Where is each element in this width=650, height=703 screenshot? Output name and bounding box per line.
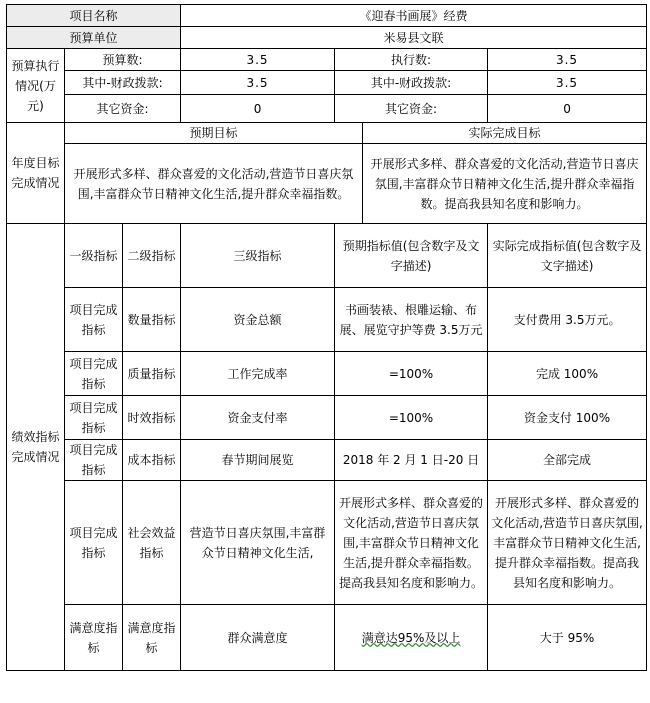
other-funds-row bbox=[7, 95, 647, 123]
row-expected: =100% bbox=[335, 396, 488, 440]
row-level3: 营造节日喜庆氛围,丰富群众节日精神文化生活, bbox=[181, 481, 335, 605]
table-row bbox=[7, 605, 647, 671]
row-level2: 满意度指标 bbox=[123, 605, 181, 671]
project-name-label: 项目名称 bbox=[7, 5, 181, 27]
row-level1: 项目完成指标 bbox=[65, 352, 123, 396]
budget-amount-label: 预算数: bbox=[65, 49, 181, 71]
fiscal-row bbox=[7, 71, 647, 95]
table-row bbox=[7, 396, 647, 440]
performance-header-row bbox=[7, 224, 647, 288]
header-expected: 预期指标值(包含数字及文字描述) bbox=[335, 224, 488, 288]
executed-amount-value: 3.5 bbox=[488, 49, 647, 71]
row-actual: 资金支付 100% bbox=[488, 396, 647, 440]
row-expected: 书画装裱、根雕运输、布展、展览守护等费 3.5万元 bbox=[335, 288, 488, 352]
fiscal-budget-value: 3.5 bbox=[181, 71, 335, 95]
row-level2: 时效指标 bbox=[123, 396, 181, 440]
table-row bbox=[7, 481, 647, 605]
row-level1: 项目完成指标 bbox=[65, 481, 123, 605]
expected-goal-text: 开展形式多样、群众喜爱的文化活动,营造节日喜庆氛围,丰富群众节日精神文化生活,提升群众幸福指数。 bbox=[65, 144, 363, 224]
table-row bbox=[7, 288, 647, 352]
row-level1: 项目完成指标 bbox=[65, 396, 123, 440]
annual-text-row bbox=[7, 144, 647, 224]
actual-goal-text: 开展形式多样、群众喜爱的文化活动,营造节日喜庆氛围,丰富群众节日精神文化生活,提升群众幸福指数。提高我县知名度和影响力。 bbox=[363, 144, 647, 224]
row-actual: 支付费用 3.5万元。 bbox=[488, 288, 647, 352]
executed-amount-label: 执行数: bbox=[335, 49, 488, 71]
budget-unit-value: 米易县文联 bbox=[181, 27, 647, 49]
row-level3: 群众满意度 bbox=[181, 605, 335, 671]
budget-unit-row bbox=[7, 27, 647, 49]
header-actual: 实际完成指标值(包含数字及文字描述) bbox=[488, 224, 647, 288]
satisfaction-expected-text: 满意达95%及以上 bbox=[361, 630, 461, 645]
row-level2: 质量指标 bbox=[123, 352, 181, 396]
expected-goal-header: 预期目标 bbox=[65, 123, 363, 144]
other-exec-label: 其它资金: bbox=[335, 95, 488, 123]
row-level2: 成本指标 bbox=[123, 440, 181, 481]
header-level1: 一级指标 bbox=[65, 224, 123, 288]
table-row bbox=[7, 352, 647, 396]
other-budget-label: 其它资金: bbox=[65, 95, 181, 123]
actual-goal-header: 实际完成目标 bbox=[363, 123, 647, 144]
other-exec-value: 0 bbox=[488, 95, 647, 123]
row-actual: 全部完成 bbox=[488, 440, 647, 481]
table-row bbox=[7, 440, 647, 481]
performance-section-label: 绩效指标完成情况 bbox=[7, 224, 65, 671]
row-level2: 社会效益指标 bbox=[123, 481, 181, 605]
row-level3: 资金支付率 bbox=[181, 396, 335, 440]
row-actual: 开展形式多样、群众喜爱的文化活动,营造节日喜庆氛围,丰富群众节日精神文化生活,提升群众幸福指数。提高我县知名度和影响力。 bbox=[488, 481, 647, 605]
header-level3: 三级指标 bbox=[181, 224, 335, 288]
row-level3: 资金总额 bbox=[181, 288, 335, 352]
header-level2: 二级指标 bbox=[123, 224, 181, 288]
row-expected: 2018 年 2 月 1 日-20 日 bbox=[335, 440, 488, 481]
project-name-value: 《迎春书画展》经费 bbox=[181, 5, 647, 27]
row-level1: 满意度指标 bbox=[65, 605, 123, 671]
budget-unit-label: 预算单位 bbox=[7, 27, 181, 49]
row-level1: 项目完成指标 bbox=[65, 288, 123, 352]
annual-header-row bbox=[7, 123, 647, 144]
fiscal-exec-label: 其中-财政拨款: bbox=[335, 71, 488, 95]
row-expected: =100% bbox=[335, 352, 488, 396]
row-level3: 春节期间展览 bbox=[181, 440, 335, 481]
project-name-row bbox=[7, 5, 647, 27]
row-expected bbox=[335, 605, 488, 671]
row-level1: 项目完成指标 bbox=[65, 440, 123, 481]
row-level2: 数量指标 bbox=[123, 288, 181, 352]
annual-section-label: 年度目标完成情况 bbox=[7, 123, 65, 224]
budget-amount-row bbox=[7, 49, 647, 71]
row-level3: 工作完成率 bbox=[181, 352, 335, 396]
budget-section-label: 预算执行情况(万元) bbox=[7, 49, 65, 123]
other-budget-value: 0 bbox=[181, 95, 335, 123]
budget-amount-value: 3.5 bbox=[181, 49, 335, 71]
project-performance-table bbox=[6, 4, 647, 671]
row-actual: 完成 100% bbox=[488, 352, 647, 396]
fiscal-budget-label: 其中-财政拨款: bbox=[65, 71, 181, 95]
row-actual: 大于 95% bbox=[488, 605, 647, 671]
row-expected: 开展形式多样、群众喜爱的文化活动,营造节日喜庆氛围,丰富群众节日精神文化生活,提升群众幸福指数。提高我县知名度和影响力。 bbox=[335, 481, 488, 605]
fiscal-exec-value: 3.5 bbox=[488, 71, 647, 95]
